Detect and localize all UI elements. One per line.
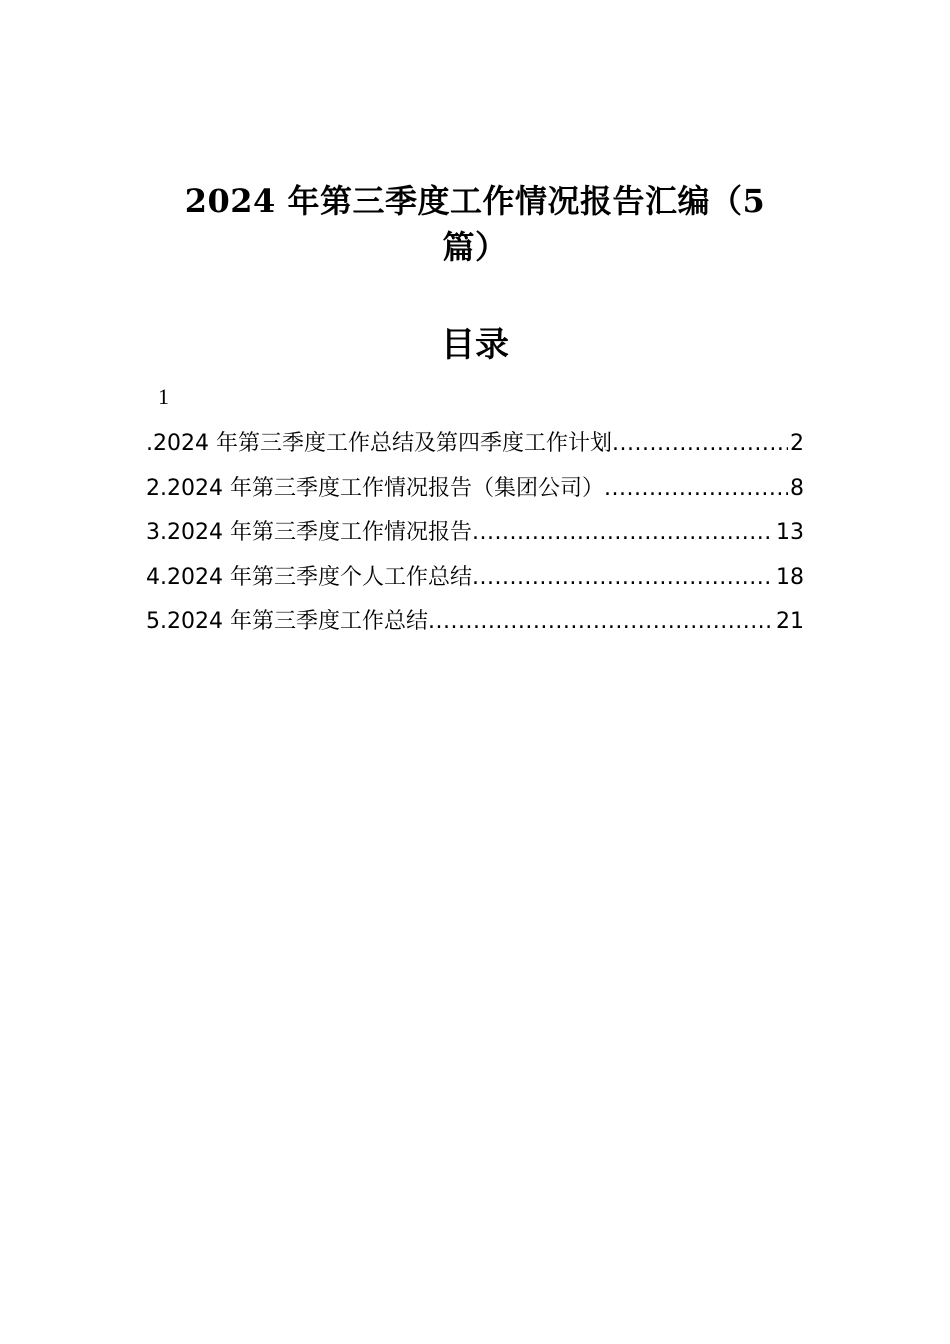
toc-entry-4[interactable] — [146, 556, 804, 601]
toc-page-number: 8 — [790, 475, 804, 501]
toc-page-number: 2 — [790, 431, 804, 456]
toc-entry-5[interactable] — [146, 600, 804, 645]
toc-heading: 目录 — [441, 325, 509, 365]
toc-entry-text: 3.2024 年第三季度工作情况报告 — [146, 520, 472, 545]
toc-entry-1[interactable] — [146, 422, 804, 467]
toc-leader-dots — [604, 467, 788, 512]
toc-page-number: 13 — [776, 520, 804, 545]
toc-entry-text: 5.2024 年第三季度工作总结 — [146, 609, 428, 634]
toc-leader-dots — [428, 600, 774, 645]
toc-stray-number: 1 — [158, 384, 169, 409]
toc-entry-text: 2.2024 年第三季度工作情况报告（集团公司） — [146, 475, 604, 501]
toc-leader-dots — [612, 422, 788, 467]
toc-leader-dots — [472, 511, 774, 556]
toc-page-number: 18 — [776, 564, 804, 590]
toc-entry-text: .2024 年第三季度工作总结及第四季度工作计划 — [146, 431, 612, 456]
toc-leader-dots — [472, 556, 774, 601]
toc-entry-3[interactable] — [146, 511, 804, 556]
document-title-line-1: 2024 年第三季度工作情况报告汇编（5 — [184, 182, 766, 220]
document-title-line-2: 篇） — [442, 228, 508, 266]
toc-page-number: 21 — [776, 609, 804, 634]
toc-entry-text: 4.2024 年第三季度个人工作总结 — [146, 564, 472, 590]
table-of-contents — [146, 422, 804, 645]
document-title — [160, 178, 790, 270]
toc-entry-2[interactable] — [146, 467, 804, 512]
